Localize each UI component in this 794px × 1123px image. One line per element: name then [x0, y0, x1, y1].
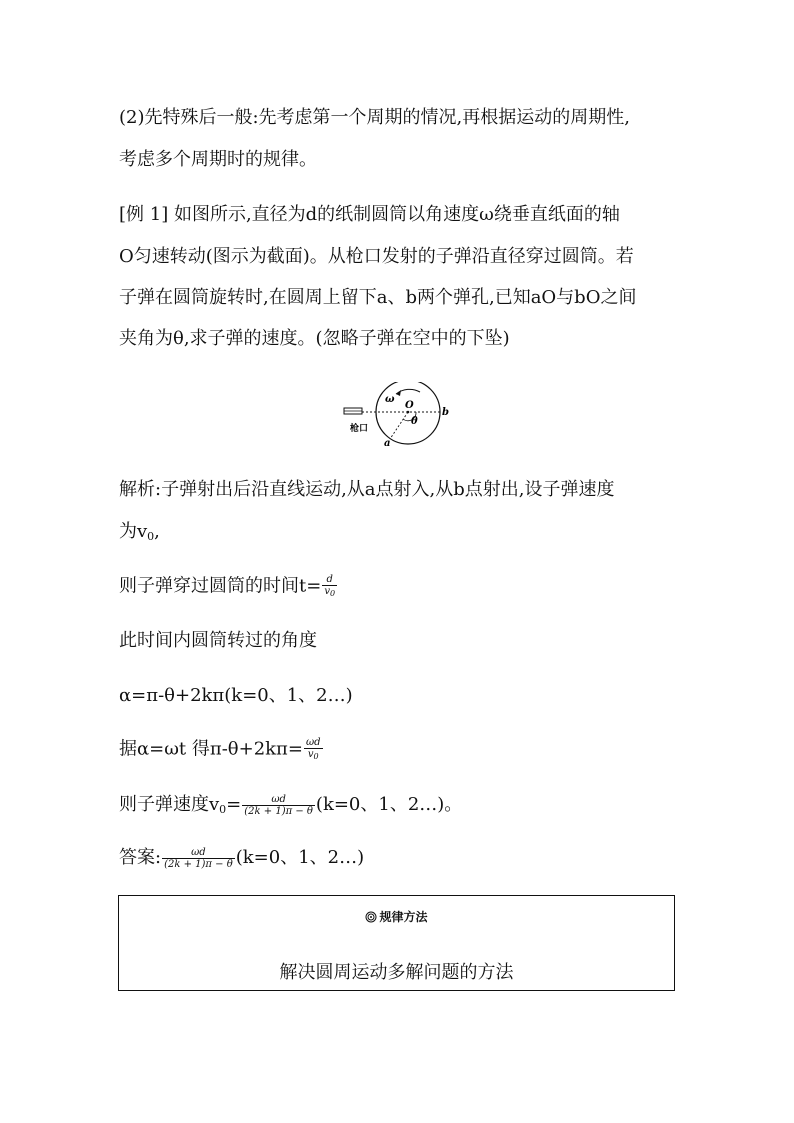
dashed-radius-a [390, 412, 408, 439]
paragraph-line: 考虑多个周期时的规律。 [119, 149, 317, 170]
text: 据α=ωt 得π-θ+2kπ= [119, 738, 303, 760]
text: 为v [119, 521, 148, 542]
method-title: 规律方法 [119, 908, 674, 926]
text: (k=0、1、2…) [235, 847, 365, 868]
cylinder-figure [340, 382, 460, 458]
theta-label: θ [411, 416, 418, 427]
fraction: $\frac{\omega d}{v_0}$ [305, 737, 321, 761]
solution-line: 此时间内圆筒转过的角度 [119, 630, 317, 651]
solution-line [119, 793, 462, 822]
method-box [118, 895, 675, 991]
solution-line [119, 520, 160, 549]
spiral-icon [365, 911, 377, 926]
subscript: 0 [219, 803, 227, 816]
center-dot [407, 411, 410, 414]
fraction: $\frac{\omega d}{(2k + 1)\pi - \theta}$ [244, 793, 313, 817]
text: , [154, 521, 160, 542]
text: (k=0、1、2…)。 [315, 794, 463, 815]
example-line: 夹角为θ,求子弹的速度。(忽略子弹在空中的下坠) [119, 328, 510, 349]
subscript: 0 [147, 530, 155, 543]
fraction: $\frac{\omega d}{(2k + 1)\pi - \theta}$ [164, 846, 233, 870]
text: = [226, 794, 242, 815]
answer-line [119, 846, 364, 870]
method-subtitle: 解决圆周运动多解问题的方法 [279, 962, 514, 983]
center-label: O [405, 400, 414, 411]
example-line: [例 1] 如图所示,直径为d的纸制圆筒以角速度ω绕垂直纸面的轴 [119, 204, 620, 225]
omega-label: ω [385, 394, 395, 405]
text: 答案: [119, 847, 162, 868]
solution-line: α=π-θ+2kπ(k=0、1、2…) [119, 685, 353, 706]
solution-line: 解析:子弹射出后沿直线运动,从a点射入,从b点射出,设子弹速度 [119, 479, 615, 500]
gun-label: 枪口 [350, 424, 369, 434]
fraction: $\frac{d}{v_0}$ [324, 574, 336, 598]
text: 则子弹速度v [119, 794, 220, 815]
text: 则子弹穿过圆筒的时间t= [119, 575, 322, 597]
point-b-label: b [442, 407, 449, 418]
paragraph-line: (2)先特殊后一般:先考虑第一个周期的情况,再根据运动的周期性, [119, 107, 631, 128]
solution-line [119, 737, 324, 762]
point-a-label: a [384, 438, 391, 449]
solution-line [119, 574, 338, 599]
example-line: O匀速转动(图示为截面)。从枪口发射的子弹沿直径穿过圆筒。若 [119, 246, 634, 267]
example-line: 子弹在圆筒旋转时,在圆周上留下a、b两个弹孔,已知aO与bO之间 [119, 287, 637, 308]
